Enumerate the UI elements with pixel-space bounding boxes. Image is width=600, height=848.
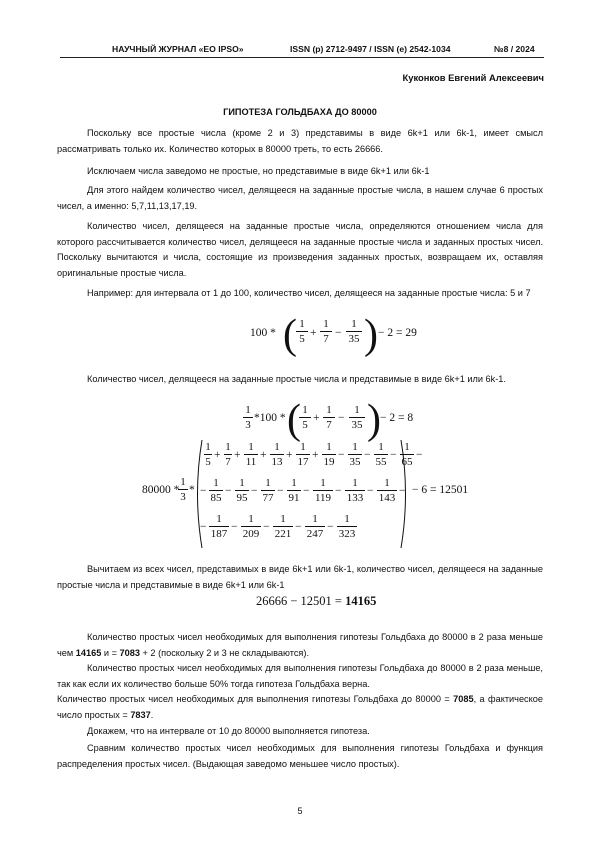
formula-3-op: + (260, 449, 267, 461)
formula-3-op: − (364, 449, 371, 461)
formula-4 (256, 594, 376, 609)
formula-3-fraction: 1 209 (242, 513, 260, 540)
formula-3-fraction: 1 11 (245, 441, 257, 468)
formula-3-rparen (399, 438, 411, 550)
formula-3-fraction: 1 65 (401, 441, 413, 468)
formula-3-fraction: 1 77 (262, 477, 274, 504)
page-number: 5 (297, 806, 303, 816)
journal-name: НАУЧНЫЙ ЖУРНАЛ «EO IPSO» (112, 44, 244, 54)
formula-3-op: + (234, 449, 241, 461)
formula-1-lparen: ( (283, 312, 297, 358)
formula-3-fraction: 1 19 (323, 441, 335, 468)
formula-3-op: − (399, 485, 406, 497)
formula-3-op: − (327, 521, 334, 533)
formula-3-fraction: 1 55 (375, 441, 387, 468)
formula-1-op: + (310, 327, 317, 339)
formula-3-fraction: 1 221 (274, 513, 292, 540)
formula-3-lead: 80000 * (142, 484, 180, 496)
paragraph-7: Вычитаем из всех чисел, представимых в виде 6k+1 или 6k-1, количество чисел, делящееся на заданные простые числа и представимые в виде 6k+1 или 6k-1 (57, 564, 543, 590)
formula-3-op: − (231, 521, 238, 533)
formula-1-frac-1: 1 5 (296, 318, 308, 345)
formula-3-fraction: 1 13 (271, 441, 283, 468)
formula-3-fraction: 1 85 (210, 477, 222, 504)
formula-3-fraction: 1 95 (236, 477, 248, 504)
paragraph-4: Количество чисел, делящееся на заданные простые числа, определяются отношением числа для которого рассчитывается количество чисел, делящееся на заданные простые числа и заданных простых чисел. Поскольку вычитаются и числа, состоящие из произведения заданных простых, возвращаем их, оставляя оригинальные простые числа. (57, 221, 543, 278)
paragraph-5: Например: для интервала от 1 до 100, количество чисел, делящееся на заданные простые числа: 5 и 7 (87, 288, 531, 298)
formula-2-op: − (338, 412, 345, 424)
formula-1-op: − (335, 327, 342, 339)
formula-3-fraction: 1 119 (314, 477, 332, 504)
formula-3-op: − (263, 521, 270, 533)
formula-4-expr: 26666 − 12501 = (256, 594, 346, 608)
formula-3-op: + (286, 449, 293, 461)
formula-3-fraction: 1 5 (205, 441, 211, 468)
formula-3-fraction: 1 323 (338, 513, 356, 540)
formula-3-times: * (189, 484, 195, 496)
formula-3-op: − (295, 521, 302, 533)
formula-3-op: − (225, 485, 232, 497)
formula-3-op: − (303, 485, 310, 497)
formula-3-op: + (214, 449, 221, 461)
formula-3-op: − (200, 521, 207, 533)
formula-2-frac-1: 1 5 (299, 404, 311, 431)
formula-2-lparen: ( (287, 397, 301, 443)
formula-2-tail: − 2 = 8 (380, 412, 414, 424)
author-name: Куконков Евгений Алексеевич (402, 72, 544, 83)
formula-3-op: − (390, 449, 397, 461)
formula-3-op: − (367, 485, 374, 497)
formula-2-frac-3: 1 35 (349, 404, 365, 431)
formula-3-op: − (277, 485, 284, 497)
paper-title: ГИПОТЕЗА ГОЛЬДБАХА ДО 80000 (223, 107, 377, 117)
formula-2-op: + (313, 412, 320, 424)
paragraph-12: Сравним количество простых чисел необходимых для выполнения гипотезы Гольдбаха и функция распределения простых чисел. (Выдающая заведомо меньшее число простых). (57, 743, 543, 769)
formula-2-lead: *100 * (254, 412, 286, 424)
formula-3-fraction: 1 7 (225, 441, 231, 468)
formula-3-op: − (200, 485, 207, 497)
paragraph-3: Для этого найдем количество чисел, делящееся на заданные простые числа, в нашем случае 6 простых чисел, а именно: 5,7,11,13,17,19. (57, 185, 543, 211)
formula-1-tail: − 2 = 29 (378, 327, 417, 339)
paragraph-9: Количество простых чисел необходимых для выполнения гипотезы Гольдбаха до 80000 в 2 раза меньше, так как если их количество больше 50% тогда гипотеза Гольдбаха верна. (57, 663, 543, 689)
formula-3-op: − (338, 449, 345, 461)
formula-1-lead: 100 * (250, 327, 276, 339)
formula-1-rparen: ) (364, 312, 378, 358)
paragraph-11: Докажем, что на интервале от 10 до 80000 выполняется гипотеза. (87, 726, 370, 736)
formula-3-fraction: 1 17 (297, 441, 309, 468)
paragraph-1: Поскольку все простые числа (кроме 2 и 3) представимы в виде 6k+1 или 6k-1, имеет смысл рассматривать только их. Количество которых в 80000 треть, то есть 26666. (57, 128, 543, 154)
formula-3-coef: 1 3 (178, 476, 188, 503)
paragraph-8: Количество простых чисел необходимых для выполнения гипотезы Гольдбаха до 80000 в 2 раза меньше чем 14165 и = 7083 + 2 (поскольку 2 и 3 не складываются). (57, 632, 543, 658)
formula-3-fraction: 1 35 (349, 441, 361, 468)
formula-2-frac-2: 1 7 (323, 404, 335, 431)
formula-3-op: − (416, 449, 423, 461)
formula-3-fraction: 1 133 (346, 477, 364, 504)
issue-number: №8 / 2024 (494, 44, 535, 54)
formula-3-fraction: 1 247 (306, 513, 324, 540)
formula-3-op: − (251, 485, 258, 497)
paragraph-6: Количество чисел, делящееся на заданные простые числа и представимые в виде 6k+1 или 6k-1. (87, 374, 506, 384)
formula-3-fraction: 1 187 (210, 513, 228, 540)
formula-3-op: + (312, 449, 319, 461)
formula-3-fraction: 1 91 (288, 477, 300, 504)
formula-4-result: 14165 (345, 594, 377, 608)
header-rule (60, 57, 544, 58)
formula-2-rparen: ) (367, 397, 381, 443)
formula-1-frac-3: 1 35 (346, 318, 362, 345)
formula-1-frac-2: 1 7 (320, 318, 332, 345)
formula-2-coef: 1 3 (243, 404, 253, 431)
issn: ISSN (p) 2712-9497 / ISSN (e) 2542-1034 (290, 44, 451, 54)
formula-3-fraction: 1 143 (378, 477, 396, 504)
paragraph-10: Количество простых чисел необходимых для выполнения гипотезы Гольдбаха до 80000 = 7085, а фактическое число простых = 7837. (57, 694, 543, 720)
formula-3-tail: − 6 = 12501 (412, 484, 469, 496)
formula-3-op: − (335, 485, 342, 497)
paragraph-2: Исключаем числа заведомо не простые, но представимые в виде 6k+1 или 6k-1 (87, 166, 430, 176)
